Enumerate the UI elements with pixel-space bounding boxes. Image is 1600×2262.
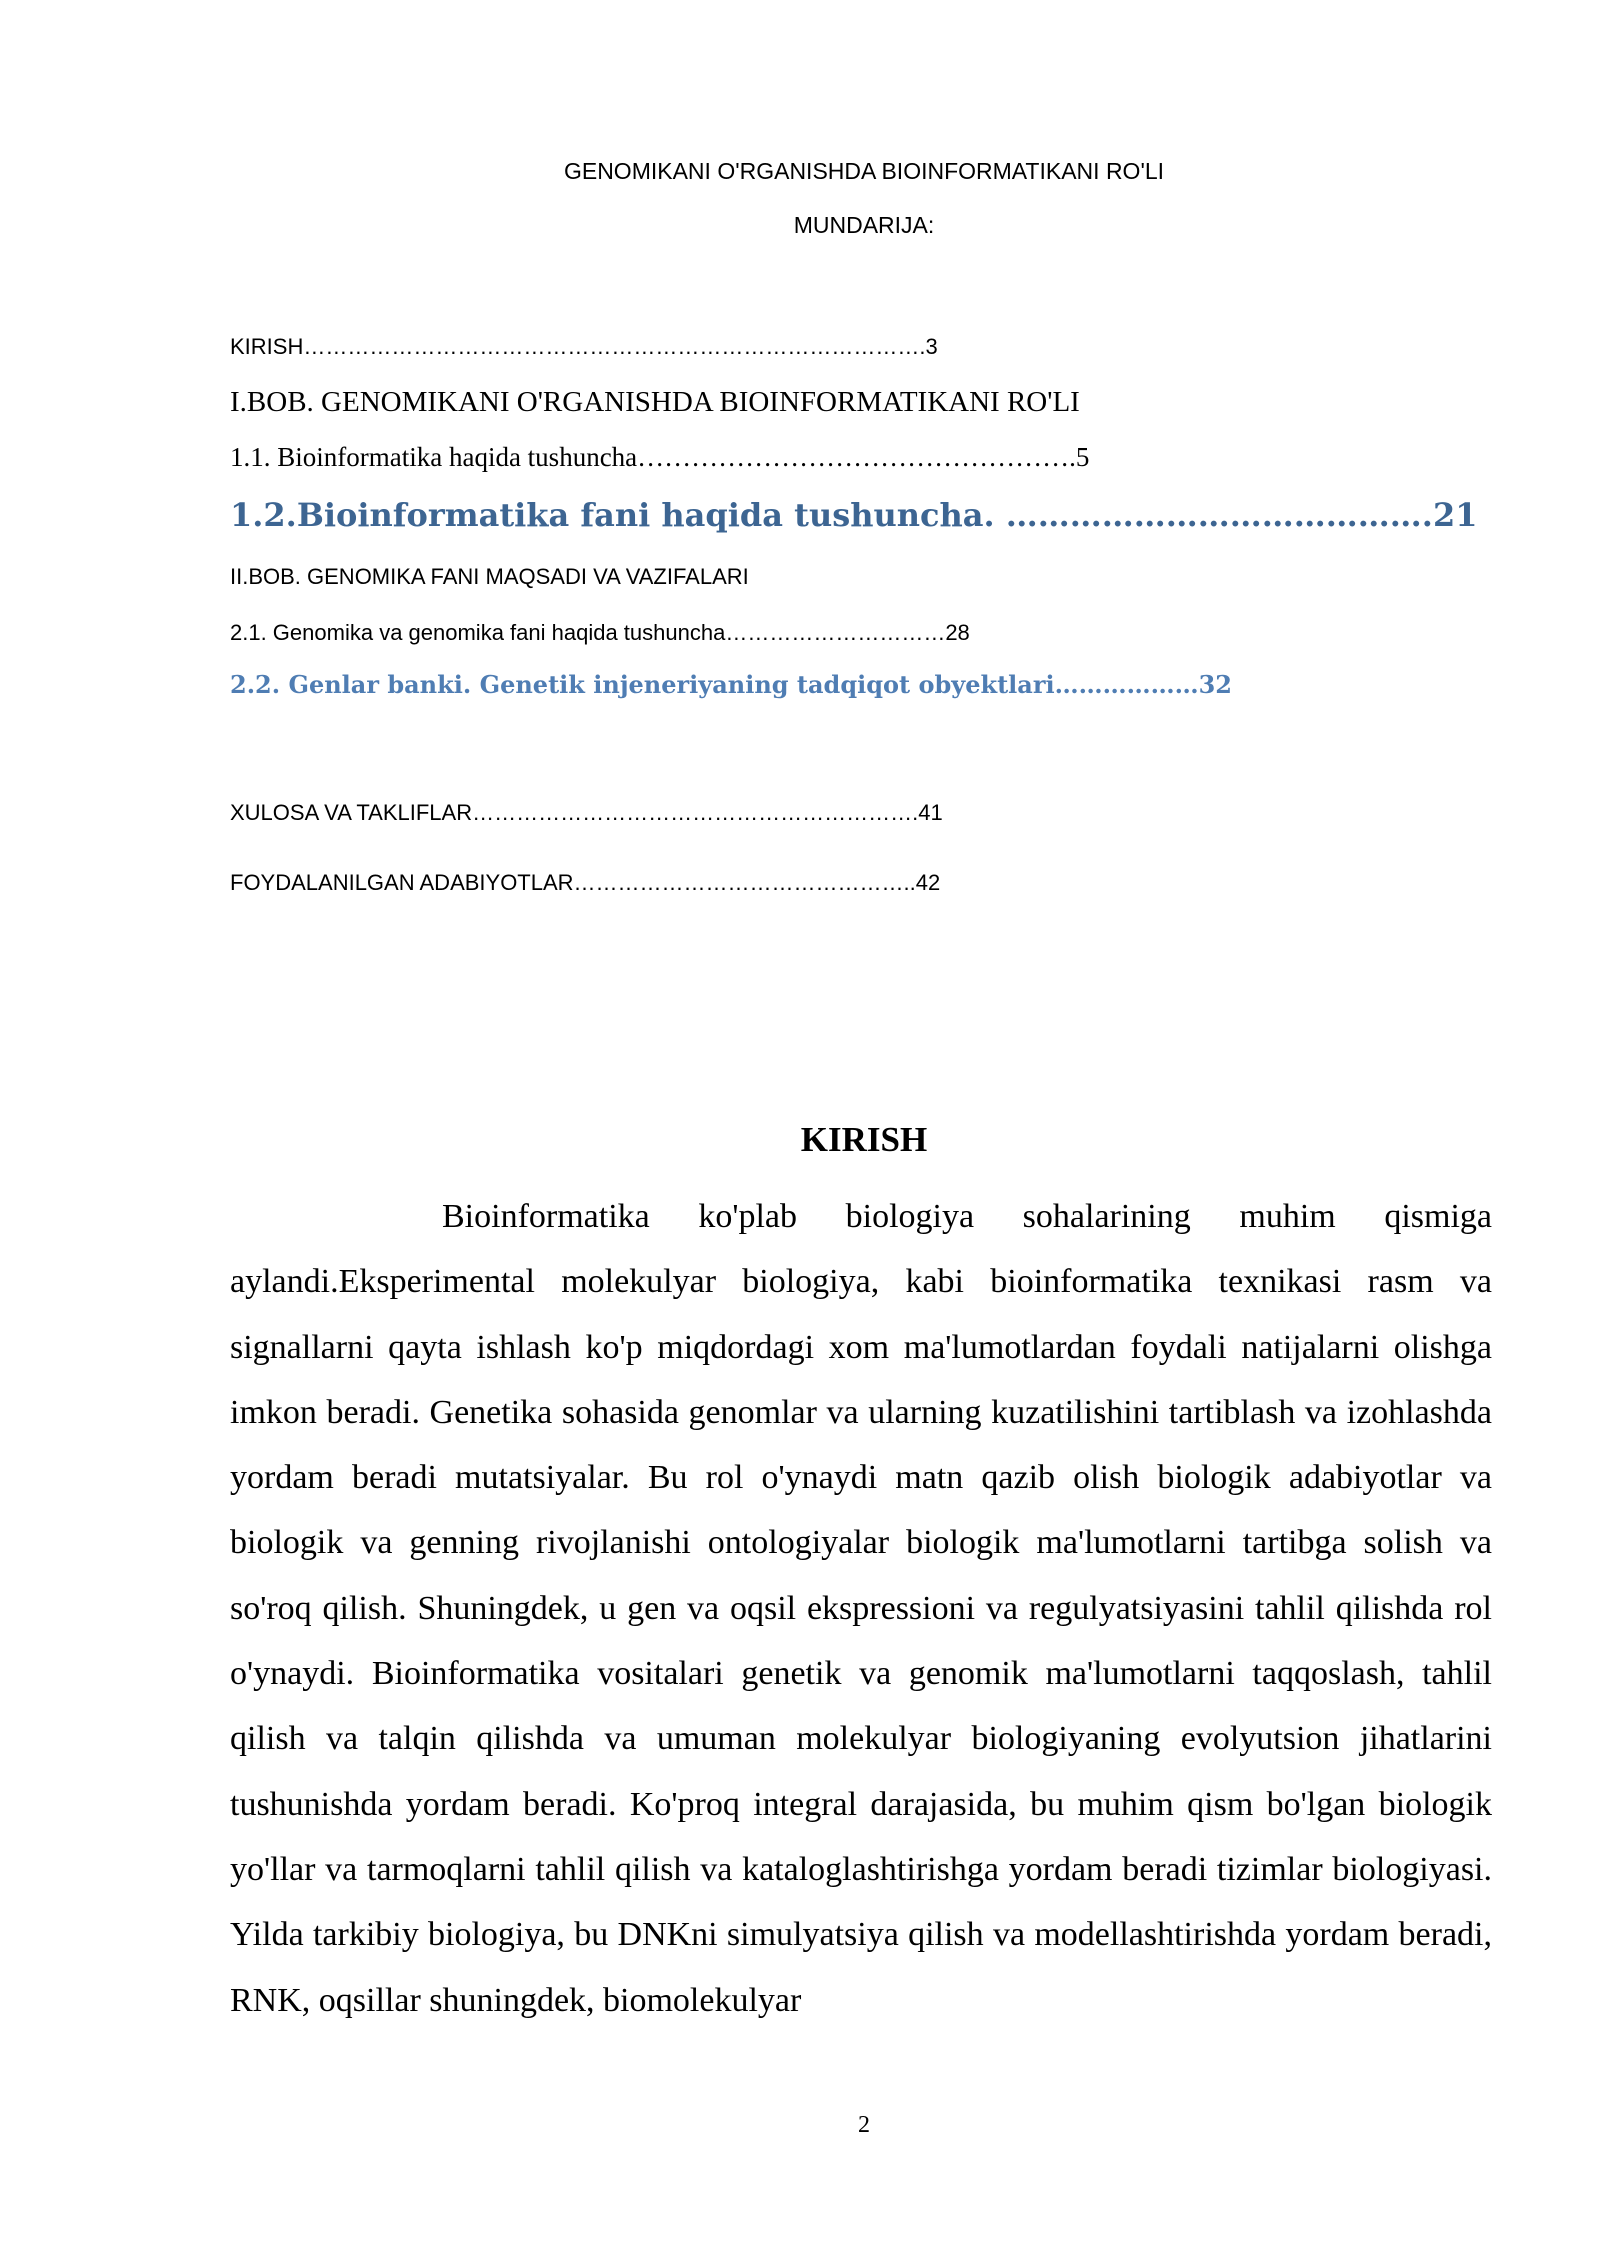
toc-entry-label: 1.2.Bioinformatika fani haqida tushuncha. ………………………………….21 — [230, 496, 1478, 534]
toc-entry-label: 1.1. Bioinformatika haqida tushuncha………………………………………….5 — [230, 442, 1090, 472]
toc-entry-label: 2.1. Genomika va genomika fani haqida tushuncha…………………………28 — [230, 620, 970, 645]
toc-entry-label: FOYDALANILGAN ADABIYOTLAR………………………………………..42 — [230, 870, 941, 895]
paragraph-text: Bioinformatika ko'plab biologiya sohalarining muhim qismiga aylandi.Eksperimental molekulyar biologiya, kabi bioinformatika texnikasi rasm va signallarni qayta ishlash ko'p miqdordagi xom ma'lumotlardan foydali natijalarni olishga imkon beradi. Genetika sohasida genomlar va ularning kuzatilishini tartiblash va izohlashda yordam beradi mutatsiyalar. Bu rol o'ynaydi matn qazib olish biologik adabiyotlar va biologik va genning rivojlanishi ontologiyalar biologik ma'lumotlarni tartibga solish va so'roq qilish. Shuningdek, u gen va oqsil ekspressioni va regulyatsiyasini tahlil qilishda rol o'ynaydi. Bioinformatika vositalari genetik va genomik ma'lumotlarni taqqoslash, tahlil qilish va talqin qilishda va umuman molekulyar biologiyaning evolyutsion jihatlarini tushunishda yordam beradi. Ko'proq integral darajasida, bu muhim qism bo'lgan biologik yo'llar va tarmoqlarni tahlil qilish va kataloglashtirishga yordam beradi tizimlar biologiyasi. Yilda tarkibiy biologiya, bu DNKni simulyatsiya qilish va modellashtirishda yordam beradi, RNK, oqsillar shuningdek, biomolekulyar — [230, 1198, 1492, 2019]
toc-entry-label: I.BOB. GENOMIKANI O'RGANISHDA BIOINFORMATIKANI RO'LI — [230, 386, 1080, 418]
toc-entry-label: II.BOB. GENOMIKA FANI MAQSADI VA VAZIFALARI — [230, 564, 749, 589]
toc-entry-kirish[interactable] — [230, 334, 938, 360]
toc-entry-1-2[interactable] — [230, 496, 1477, 534]
toc-entry-xulosa[interactable] — [230, 800, 943, 826]
toc-entry-label: KIRISH………………………………………………………………………….3 — [230, 334, 938, 359]
page-number: 2 — [858, 2112, 870, 2138]
toc-entry-2-2[interactable] — [230, 670, 1232, 699]
toc-entry-bob2[interactable] — [230, 564, 749, 590]
toc-heading: MUNDARIJA: — [793, 212, 935, 238]
toc-entry-label: XULOSA VA TAKLIFLAR…………………………………………………….41 — [230, 800, 943, 825]
toc-entry-1-1[interactable] — [230, 442, 1089, 473]
toc-entry-foydalanilgan[interactable] — [230, 870, 940, 896]
body-paragraph — [230, 1184, 1492, 2033]
toc-entry-2-1[interactable] — [230, 620, 970, 646]
document-title: GENOMIKANI O'RGANISHDA BIOINFORMATIKANI RO'LI — [563, 158, 1165, 184]
toc-entry-label: 2.2. Genlar banki. Genetik injeneriyaning tadqiqot obyektlari………………32 — [230, 670, 1232, 699]
toc-entry-bob1[interactable] — [230, 386, 1080, 419]
section-title: KIRISH — [800, 1120, 928, 1159]
